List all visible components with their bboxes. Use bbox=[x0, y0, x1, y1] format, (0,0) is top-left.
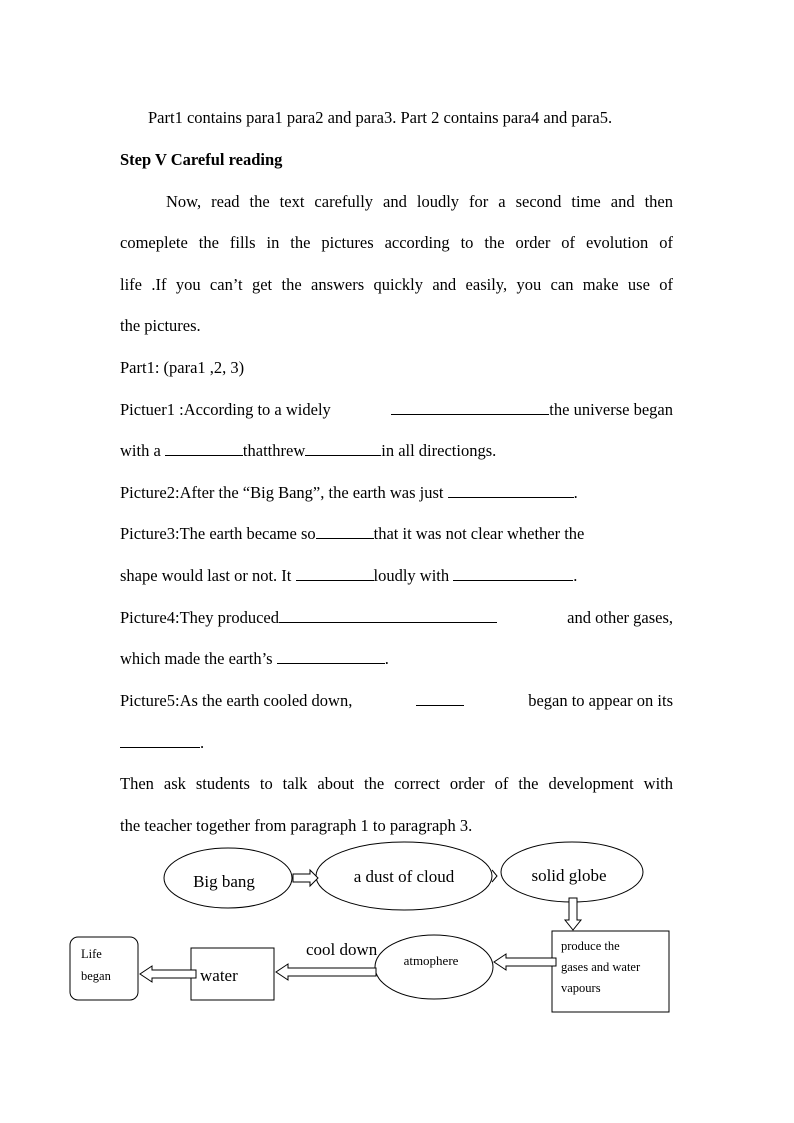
paragraph-line-3: life .If you can’t get the answers quickly and easily, you can make use of bbox=[120, 275, 673, 294]
produce-label-3: vapours bbox=[561, 981, 601, 995]
picture3-text-d: loudly with bbox=[373, 566, 450, 585]
solid-globe-label: solid globe bbox=[531, 866, 607, 885]
intro-line: Part1 contains para1 para2 and para3. Part 2 contains para4 and para5. bbox=[148, 108, 613, 127]
picture4-text-d: . bbox=[384, 649, 389, 668]
life-label-2: began bbox=[81, 969, 111, 983]
water-label: water bbox=[200, 966, 238, 985]
produce-label-1: produce the bbox=[561, 939, 620, 953]
picture5-text-b: began to appear on its bbox=[528, 691, 673, 710]
dust-cloud-label: a dust of cloud bbox=[353, 867, 455, 886]
part1-label: Part1: (para1 ,2, 3) bbox=[120, 358, 245, 377]
paragraph-line-4: the pictures. bbox=[120, 316, 201, 335]
atmosphere-label: atmophere bbox=[403, 953, 459, 968]
picture1-text-d: thatthrew bbox=[242, 441, 306, 460]
picture1-text-b: the universe began bbox=[549, 400, 673, 419]
cool-down-label: cool down bbox=[306, 940, 378, 959]
picture4-text-a: Picture4:They produced bbox=[120, 608, 279, 627]
picture5-text-c: . bbox=[200, 733, 205, 752]
life-label-1: Life bbox=[81, 947, 102, 961]
arrow-atmosphere-to-water bbox=[276, 964, 376, 980]
arrow-bigbang-to-dust bbox=[293, 870, 318, 886]
picture3-text-c: shape would last or not. It bbox=[120, 566, 292, 585]
closing-line-1: Then ask students to talk about the correct order of the development with bbox=[120, 774, 673, 793]
produce-label-2: gases and water bbox=[561, 960, 641, 974]
picture3-text-b: that it was not clear whether the bbox=[373, 524, 585, 543]
picture4-text-c: which made the earth’s bbox=[120, 649, 273, 668]
picture1-text-a: Pictuer1 :According to a widely bbox=[120, 400, 331, 419]
picture1-text-c: with a bbox=[120, 441, 161, 460]
picture3-text-a: Picture3:The earth became so bbox=[120, 524, 316, 543]
arrow-water-to-life bbox=[140, 966, 196, 982]
picture4-text-b: and other gases, bbox=[567, 608, 673, 627]
picture1-text-e: in all directiongs. bbox=[381, 441, 497, 460]
big-bang-label: Big bang bbox=[193, 872, 255, 891]
picture2-text-b: . bbox=[573, 483, 578, 502]
arrow-globe-to-produce bbox=[565, 898, 581, 930]
picture3-text-e: . bbox=[573, 566, 578, 585]
paragraph-line-1: Now, read the text carefully and loudly for a second time and then bbox=[166, 192, 673, 211]
closing-line-2: the teacher together from paragraph 1 to paragraph 3. bbox=[120, 816, 473, 835]
paragraph-line-2: comeplete the fills in the pictures according to the order of evolution of bbox=[120, 233, 673, 252]
arrow-produce-to-atmosphere bbox=[494, 954, 556, 970]
arrow-dust-to-globe bbox=[492, 870, 497, 882]
picture2-text-a: Picture2:After the “Big Bang”, the earth was just bbox=[120, 483, 444, 502]
picture5-text-a: Picture5:As the earth cooled down, bbox=[120, 691, 353, 710]
section-heading: Step V Careful reading bbox=[120, 150, 283, 169]
